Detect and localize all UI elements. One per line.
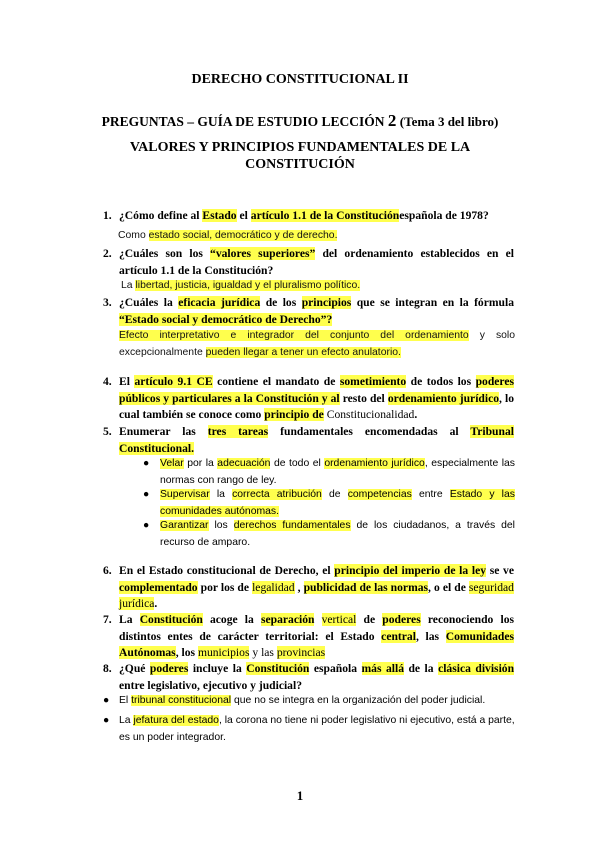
text-span: incluye la	[192, 662, 242, 675]
text-span: Como	[118, 230, 146, 241]
highlight: tribunal constitucional	[131, 695, 232, 706]
highlight: provincias	[276, 646, 326, 659]
text-span: La	[119, 715, 131, 726]
highlight: vertical	[321, 613, 357, 626]
highlight: Comunidades Autónomas	[119, 629, 514, 659]
text-span: por los de	[200, 580, 250, 594]
text-span: de los	[265, 296, 297, 309]
text-span: la	[216, 489, 225, 500]
highlight: central	[381, 629, 416, 643]
bullet-icon: ●	[103, 715, 110, 726]
question-text	[119, 295, 514, 328]
question-number: 2.	[103, 247, 112, 260]
text-span: de todo el	[273, 458, 321, 469]
highlight: derechos fundamentales	[233, 520, 351, 531]
highlight: eficacia jurídica	[178, 296, 261, 309]
highlight: ordenamiento jurídico	[324, 458, 425, 469]
question-number: 5.	[103, 425, 112, 438]
list-item	[103, 713, 515, 746]
question-number: 3.	[103, 296, 112, 309]
highlight: Estado y las comunidades autónomas.	[160, 489, 515, 517]
list-item	[143, 518, 515, 551]
text-span: Enumerar las	[119, 425, 196, 438]
highlight: poderes	[382, 613, 421, 626]
text-span: española	[313, 662, 358, 675]
bullet-text	[160, 518, 515, 551]
highlight: poderes públicos y particulares a la Constitución y al	[119, 375, 515, 405]
question-5	[103, 424, 514, 457]
highlight: artículo 1.1 de la Constitución	[250, 209, 400, 222]
highlight: “valores superiores”	[210, 247, 316, 260]
question-number: 8.	[103, 662, 112, 675]
highlight: estado social, democrático y de derecho.	[148, 230, 338, 241]
bullet-icon: ●	[103, 695, 110, 706]
highlight: principios	[301, 296, 352, 309]
highlight: tres tareas	[207, 425, 269, 438]
text-span: de los ciudadanos, a través del recurso de amparo.	[160, 520, 515, 548]
question-8	[103, 661, 514, 694]
text-span: acoge la	[209, 613, 254, 626]
bullet-text	[160, 487, 515, 520]
highlight: “Estado social y democrático de Derecho”?	[119, 312, 333, 326]
text-span: ¿Cuáles son los	[119, 247, 203, 260]
question-number: 1.	[103, 209, 112, 222]
answer-2	[121, 278, 360, 295]
topic-line-2: CONSTITUCIÓN	[245, 157, 355, 172]
text-span: los	[214, 520, 228, 531]
text-span: entre legislativo, ejecutivo y judicial?	[119, 678, 302, 692]
bullet-icon: ●	[143, 458, 150, 469]
answer-3	[119, 328, 515, 361]
text-span: reconociendo los distintos entes de carácter territorial:	[119, 613, 515, 643]
highlight: complementado	[119, 580, 198, 594]
text-span: En el Estado constitucional de Derecho, el	[119, 564, 331, 577]
bullet-icon: ●	[143, 489, 150, 500]
list-item	[143, 456, 515, 489]
bullet-text	[119, 713, 515, 746]
text-span: , especialmente las normas con rango de ley.	[160, 458, 515, 486]
question-number: 4.	[103, 375, 112, 388]
text-span: El	[119, 375, 130, 388]
question-number: 7.	[103, 613, 112, 626]
list-item	[143, 487, 515, 520]
bullet-text	[119, 693, 515, 710]
question-number: 6.	[103, 564, 112, 577]
lesson-number: 2	[387, 111, 397, 130]
highlight: legalidad	[252, 580, 295, 594]
text-span: Constitucionalidad	[326, 408, 415, 421]
bullet-icon: ●	[143, 520, 150, 531]
text-span: .	[414, 408, 418, 421]
question-text	[119, 424, 514, 457]
question-text	[119, 612, 514, 662]
bullet-text	[160, 456, 515, 489]
text-span: , lo cual también se conoce como	[119, 391, 514, 421]
highlight: Efecto interpretativo e integrador del conjunto del ordenamiento	[119, 330, 469, 341]
page-number: 1	[296, 788, 304, 803]
text-span: , los	[175, 646, 196, 659]
text-span: contiene el mandato de	[217, 375, 336, 388]
text-span: que se integran en la fórmula	[356, 296, 514, 309]
text-span: La	[121, 280, 133, 291]
text-span: que no se integra en la organización del poder judicial.	[233, 695, 486, 706]
book-reference: (Tema 3 del libro)	[399, 114, 499, 129]
question-3	[103, 295, 514, 328]
question-6	[103, 563, 514, 613]
text-span: fundamentales encomendadas al	[280, 425, 459, 438]
highlight: Estado	[202, 209, 237, 222]
text-span: La	[119, 613, 133, 626]
highlight: libertad, justicia, igualdad y el pluralismo político.	[135, 280, 361, 291]
text-span: .	[154, 597, 158, 610]
text-span: de todos los	[410, 375, 472, 388]
highlight: publicidad de las normas	[303, 580, 429, 594]
text-span: ¿Cómo define al	[119, 209, 200, 222]
question-text	[119, 374, 514, 424]
text-span: ¿Qué	[119, 662, 146, 675]
highlight: artículo 9.1 CE	[134, 375, 213, 388]
text-span: por la	[187, 458, 214, 469]
topic-line-1: VALORES Y PRINCIPIOS FUNDAMENTALES DE LA	[129, 140, 471, 155]
text-span: resto del	[342, 391, 385, 405]
text-span: del ordenamiento establecidos en el artículo 1.1 de la Constitución?	[119, 247, 514, 277]
highlight: adecuación	[217, 458, 271, 469]
text-span: de	[363, 613, 376, 626]
study-guide-title	[0, 111, 600, 131]
highlight: competencias	[347, 489, 412, 500]
question-4	[103, 374, 514, 424]
text-span: entre	[418, 489, 443, 500]
text-span: , o el de	[428, 580, 466, 594]
answer-1	[118, 228, 337, 245]
text-span: y las	[252, 646, 274, 659]
text-span: el	[239, 209, 248, 222]
text-span: , la corona no tiene ni poder legislativo ni ejecutivo, está a parte, es un poder integrador.	[119, 715, 515, 743]
highlight: municipios	[197, 646, 250, 659]
highlight: poderes	[149, 662, 189, 675]
text-span: y solo excepcionalmente	[119, 330, 515, 358]
question-2	[103, 246, 514, 279]
question-text	[119, 563, 514, 613]
highlight: ordenamiento jurídico	[387, 391, 500, 405]
question-text	[119, 661, 514, 694]
highlight: Constitución	[139, 613, 203, 626]
highlight: jefatura del estado	[133, 715, 219, 726]
highlight: más allá	[361, 662, 404, 675]
highlight: clásica división	[438, 662, 515, 675]
text-span: española de 1978?	[399, 209, 489, 222]
highlight: pueden llegar a tener un efecto anulatorio.	[205, 346, 401, 358]
guide-prefix: PREGUNTAS – GUÍA DE ESTUDIO LECCIÓN	[101, 114, 385, 129]
highlight: separación	[260, 613, 315, 626]
text-span: se ve	[489, 564, 514, 577]
question-1	[103, 208, 514, 225]
text-span: ¿Cuáles la	[119, 296, 173, 309]
highlight: Supervisar	[160, 489, 210, 500]
question-7	[103, 612, 514, 662]
text-span: el Estado	[325, 629, 375, 643]
highlight: correcta atribución	[232, 489, 322, 500]
highlight: Velar	[160, 458, 184, 469]
topic-title	[0, 139, 600, 173]
text-span: ,	[297, 580, 301, 594]
course-title: DERECHO CONSTITUCIONAL II	[191, 72, 409, 87]
highlight: principio de	[264, 408, 324, 421]
list-item	[103, 693, 515, 710]
question-text	[119, 208, 514, 225]
text-span: , las	[415, 629, 440, 643]
highlight: principio del imperio de la ley	[334, 564, 487, 577]
highlight: Garantizar	[160, 520, 209, 531]
text-span: de	[328, 489, 341, 500]
text-span: de la	[408, 662, 434, 675]
highlight: seguridad jurídica	[119, 580, 514, 610]
highlight: Constitución	[246, 662, 310, 675]
highlight: sometimiento	[339, 375, 407, 388]
question-text	[119, 246, 514, 279]
highlight: Tribunal Constitucional.	[119, 425, 514, 455]
text-span: El	[119, 695, 129, 706]
